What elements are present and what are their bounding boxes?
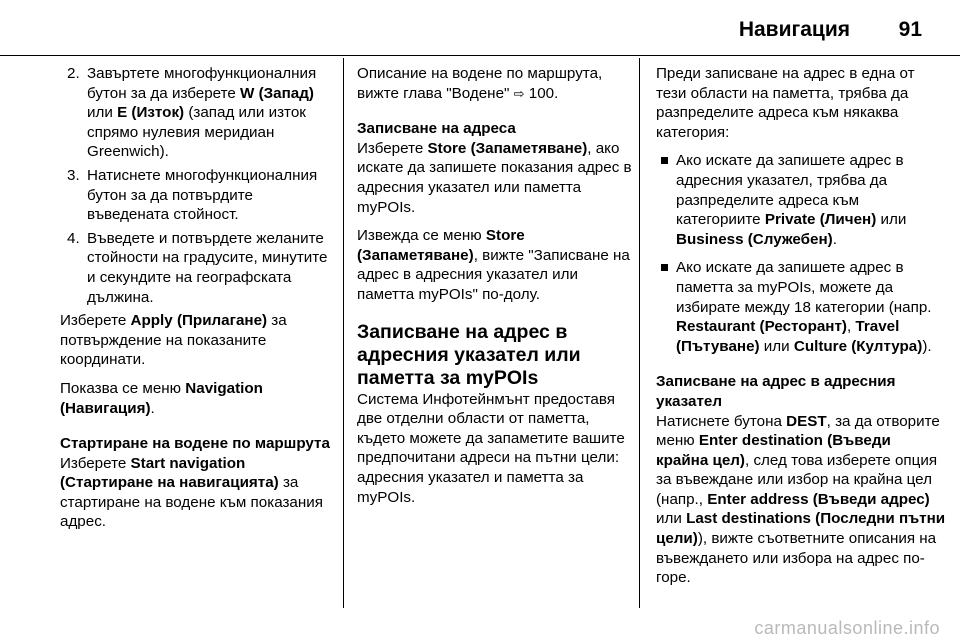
column-right — [656, 64, 946, 597]
list-item: 3. Натиснете многофункционалния бутон за да потвърдите въведената стойност. — [67, 166, 318, 224]
paragraph: Извежда се меню Store (Запаметяване), вижте "Записване на адрес в адресния указател или паметта myPOIs" по-долу. — [357, 227, 630, 303]
subheading: Записване на адреса — [357, 120, 516, 138]
steps-list — [60, 64, 338, 307]
bullet-icon — [661, 264, 668, 271]
paragraph: Изберете Apply (Прилагане) за потвърждение на показаните координати. — [60, 312, 287, 369]
section-title: Навигация — [738, 18, 850, 41]
paragraph: Натиснете бутона DEST, за да отворите меню Enter destination (Въведи крайна цел), след това изберете опция за въвеждане или избор на крайна цел (напр., Enter address (Въведи адрес) или Last destinations (Последни пътни цели)), вижте съответните описания на въвеждането или избора на адрес по-горе. — [656, 412, 946, 587]
column-divider — [639, 58, 640, 608]
paragraph: Система Инфотейнмънт предоставя две отделни области от паметта, където можете да запаметите вашите предпочитани адреси на пътни цели: адресния указател и паметта за myPOIs. — [357, 390, 625, 506]
list-item: 4. Въведете и потвърдете желаните стойности на градусите, минутите и секундите на географската дължина. — [67, 229, 328, 306]
bullet-icon — [661, 157, 668, 164]
bullet-list — [656, 151, 946, 356]
paragraph: Изберете Store (Запаметяване), ако искате да запишете показания адрес в адресния указател или паметта myPOIs. — [357, 139, 632, 216]
subheading: Записване на адрес в адресния указател — [656, 373, 896, 410]
header-rule — [0, 55, 960, 56]
list-item: Ако искате да запишете адрес в паметта за myPOIs, можете да избирате между 18 категории (напр. Restaurant (Ресторант), Travel (Пътуване) или Culture (Култура)). — [656, 258, 946, 356]
cross-reference-icon: ⇨ — [513, 85, 525, 101]
page-number: 91 — [898, 18, 922, 41]
column-left — [60, 64, 338, 541]
page-header — [0, 14, 960, 54]
subheading: Стартиране на водене по маршрута — [60, 435, 330, 453]
list-item: Ако искате да запишете адрес в адресния указател, трябва да разпределите адреса към категориите Private (Личен) или Business (Служебен). — [656, 151, 946, 249]
list-item: 2. Завъртете многофункционалния бутон за да изберете W (Запад) или E (Изток) (запад или изток спрямо нулевия меридиан Greenwich). — [67, 65, 317, 161]
paragraph: Преди записване на адрес в една от тези области на паметта, трябва да разпределите адреса към някаква категория: — [656, 65, 915, 141]
column-divider — [343, 58, 344, 608]
section-heading: Записване на адрес в адресния указател или паметта за myPOIs — [357, 320, 581, 389]
watermark: carmanualsonline.info — [754, 618, 940, 639]
paragraph: Изберете Start navigation (Стартиране на навигацията) за стартиране на водене към показания адрес. — [60, 454, 323, 531]
column-middle — [357, 64, 632, 516]
paragraph: Показва се меню Navigation (Навигация). — [60, 379, 263, 417]
paragraph: Описание на водене по маршрута, вижте глава "Водене" ⇨ 100. — [357, 65, 603, 102]
